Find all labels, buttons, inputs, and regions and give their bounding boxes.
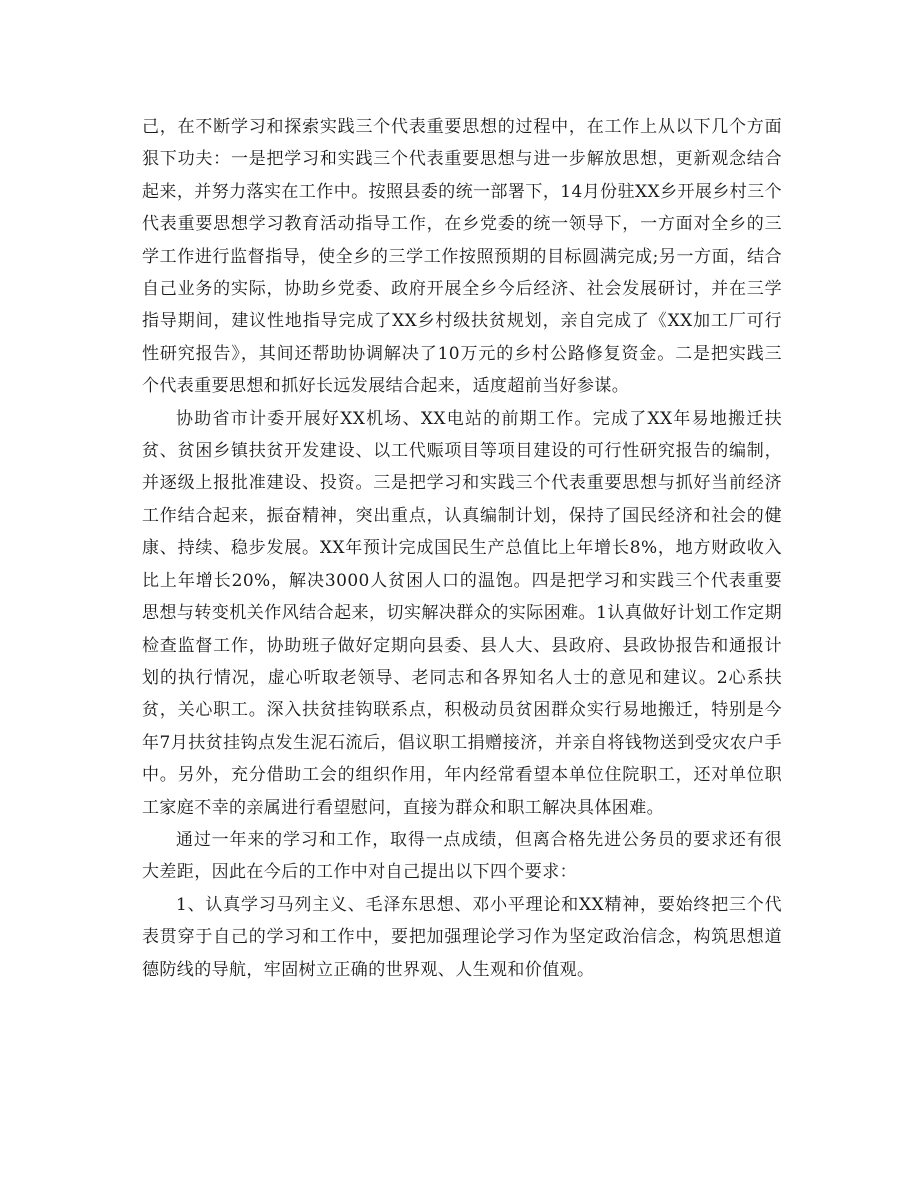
document-page bbox=[142, 111, 782, 986]
paragraph-2: 协助省市计委开展好XX机场、XX电站的前期工作。完成了XX年易地搬迁扶贫、贫困乡镇扶贫开发建设、以工代赈项目等项目建设的可行性研究报告的编制，并逐级上报批准建设、投资。三是把学习和实践三个代表重要思想与抓好当前经济工作结合起来，振奋精神，突出重点，认真编制计划，保持了国民经济和社会的健康、持续、稳步发展。XX年预计完成国民生产总值比上年增长8%，地方财政收入比上年增长20%，解决3000人贫困人口的温饱。四是把学习和实践三个代表重要思想与转变机关作风结合起来，切实解决群众的实际困难。1认真做好计划工作定期检查监督工作，协助班子做好定期向县委、县人大、县政府、县政协报告和通报计划的执行情况，虚心听取老领导、老同志和各界知名人士的意见和建议。2心系扶贫，关心职工。深入扶贫挂钩联系点，积极动员贫困群众实行易地搬迁，特别是今年7月扶贫挂钩点发生泥石流后，倡议职工捐赠接济，并亲自将钱物送到受灾农户手中。另外，充分借助工会的组织作用，年内经常看望本单位住院职工，还对单位职工家庭不幸的亲属进行看望慰问，直接为群众和职工解决具体困难。 bbox=[142, 408, 782, 818]
paragraph-3: 通过一年来的学习和工作，取得一点成绩，但离合格先进公务员的要求还有很大差距，因此在今后的工作中对自己提出以下四个要求： bbox=[142, 829, 782, 883]
paragraph-1: 己，在不断学习和探索实践三个代表重要思想的过程中，在工作上从以下几个方面狠下功夫：一是把学习和实践三个代表重要思想与进一步解放思想，更新观念结合起来，并努力落实在工作中。按照县委的统一部署下，14月份驻XX乡开展乡村三个代表重要思想学习教育活动指导工作，在乡党委的统一领导下，一方面对全乡的三学工作进行监督指导，使全乡的三学工作按照预期的目标圆满完成;另一方面，结合自己业务的实际，协助乡党委、政府开展全乡今后经济、社会发展研讨，并在三学指导期间，建议性地指导完成了XX乡村级扶贫规划，亲自完成了《XX加工厂可行性研究报告》，其间还帮助协调解决了10万元的乡村公路修复资金。二是把实践三个代表重要思想和抓好长远发展结合起来，适度超前当好参谋。 bbox=[142, 117, 782, 397]
paragraph-4: 1、认真学习马列主义、毛泽东思想、邓小平理论和XX精神，要始终把三个代表贯穿于自己的学习和工作中，要把加强理论学习作为坚定政治信念，构筑思想道德防线的导航，牢固树立正确的世界观、人生观和价值观。 bbox=[142, 894, 782, 980]
